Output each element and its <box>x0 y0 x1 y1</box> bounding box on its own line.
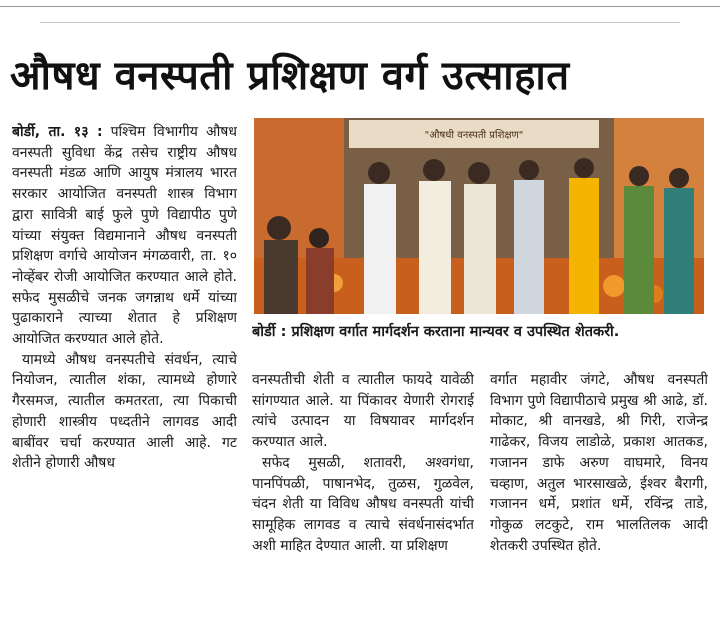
paragraph-5: वर्गात महावीर जंगटे, औषध वनस्पती विभाग पुणे विद्यापीठाचे प्रमुख श्री आढे, डॉ. मोकाट, श्री वानखडे, श्री गिरी, राजेन्द्र गाढेकर, विजय लाडोळे, प्रकाश आतकड, गजानन डाफे अरुण वाघमारे, विनय चव्हाण, अतुल भारसाखळे, ईश्वर बैरागी, गजानन धर्मे, प्रशांत धर्मे, रविंन्द्र ताडे, गोकुळ लटकुटे, राम भालतिलक आदी शेतकरी उपस्थित होते. <box>490 372 708 554</box>
paragraph-3: वनस्पतीची शेती व त्यातील फायदे यावेळी सांगण्यात आले. या पिंकावर येणारी रोगराई त्यांचे उत्पादन या विषयावर मार्गदर्शन करण्यात आले. <box>252 372 474 451</box>
caption-text: प्रशिक्षण वर्गात मार्गदर्शन करताना मान्यवर व उपस्थित शेतकरी. <box>286 324 620 340</box>
caption-place: बोर्डी : <box>252 324 287 340</box>
headline: औषध वनस्पती प्रशिक्षण वर्ग उत्साहात <box>10 53 570 99</box>
top-rule-secondary <box>40 22 680 23</box>
column-2 <box>252 370 474 620</box>
column-1 <box>12 122 237 622</box>
paragraph-1 <box>12 122 237 350</box>
event-photo <box>254 118 704 314</box>
top-rule <box>0 6 720 7</box>
paragraph-1-text: पश्चिम विभागीय औषध वनस्पती सुविधा केंद्र तसेच राष्ट्रीय औषध वनस्पती मंडळ आणि आयुष मंत्रालय भारत सरकार आयोजित वनस्पती शास्त्र विभाग द्वारा सावित्री बाई फुले पुणे विद्यापीठ पुणे यांच्या संयुक्त विद्यमानाने औषध वनस्पती प्रशिक्षण वर्गाचे आयोजन मंगळवारी, ता. १० नोव्हेंबर रोजी आयोजित करण्यात आले होते. सफेद मुसळीचे जनक जगन्नाथ धर्मे यांच्या पुढाकाराने त्याच्या शेतात हे प्रशिक्षण आयोजित करण्यात आले होते. <box>12 124 237 348</box>
photo-caption <box>252 322 712 342</box>
paragraph-2: यामध्ये औषध वनस्पतीचे संवर्धन, त्याचे नियोजन, त्यातील शंका, त्यामध्ये होणारे गैरसमज, त्यातील कमतरता, त्या पिकाची होणारी शास्त्रीय पध्दतीने लागवड आदी बाबींवर चर्चा करण्यात आली आहे. गट शेतीने होणारी औषध <box>12 351 237 472</box>
dateline: बोर्डी, ता. १३ : <box>12 124 103 140</box>
paragraph-4: सफेद मुसळी, शतावरी, अश्वगंधा, पानपिंपळी, पाषानभेद, तुळस, गुळवेल, चंदन शेती या विविध औषध वनस्पती यांची सामूहिक लागवड व त्याचे संवर्धनासंदर्भात अशी माहित देण्यात आली. या प्रशिक्षण <box>252 454 474 554</box>
banner-text: "औषधी वनस्पती प्रशिक्षण" <box>424 130 524 141</box>
column-3 <box>490 370 708 620</box>
photo-illustration <box>254 118 704 314</box>
